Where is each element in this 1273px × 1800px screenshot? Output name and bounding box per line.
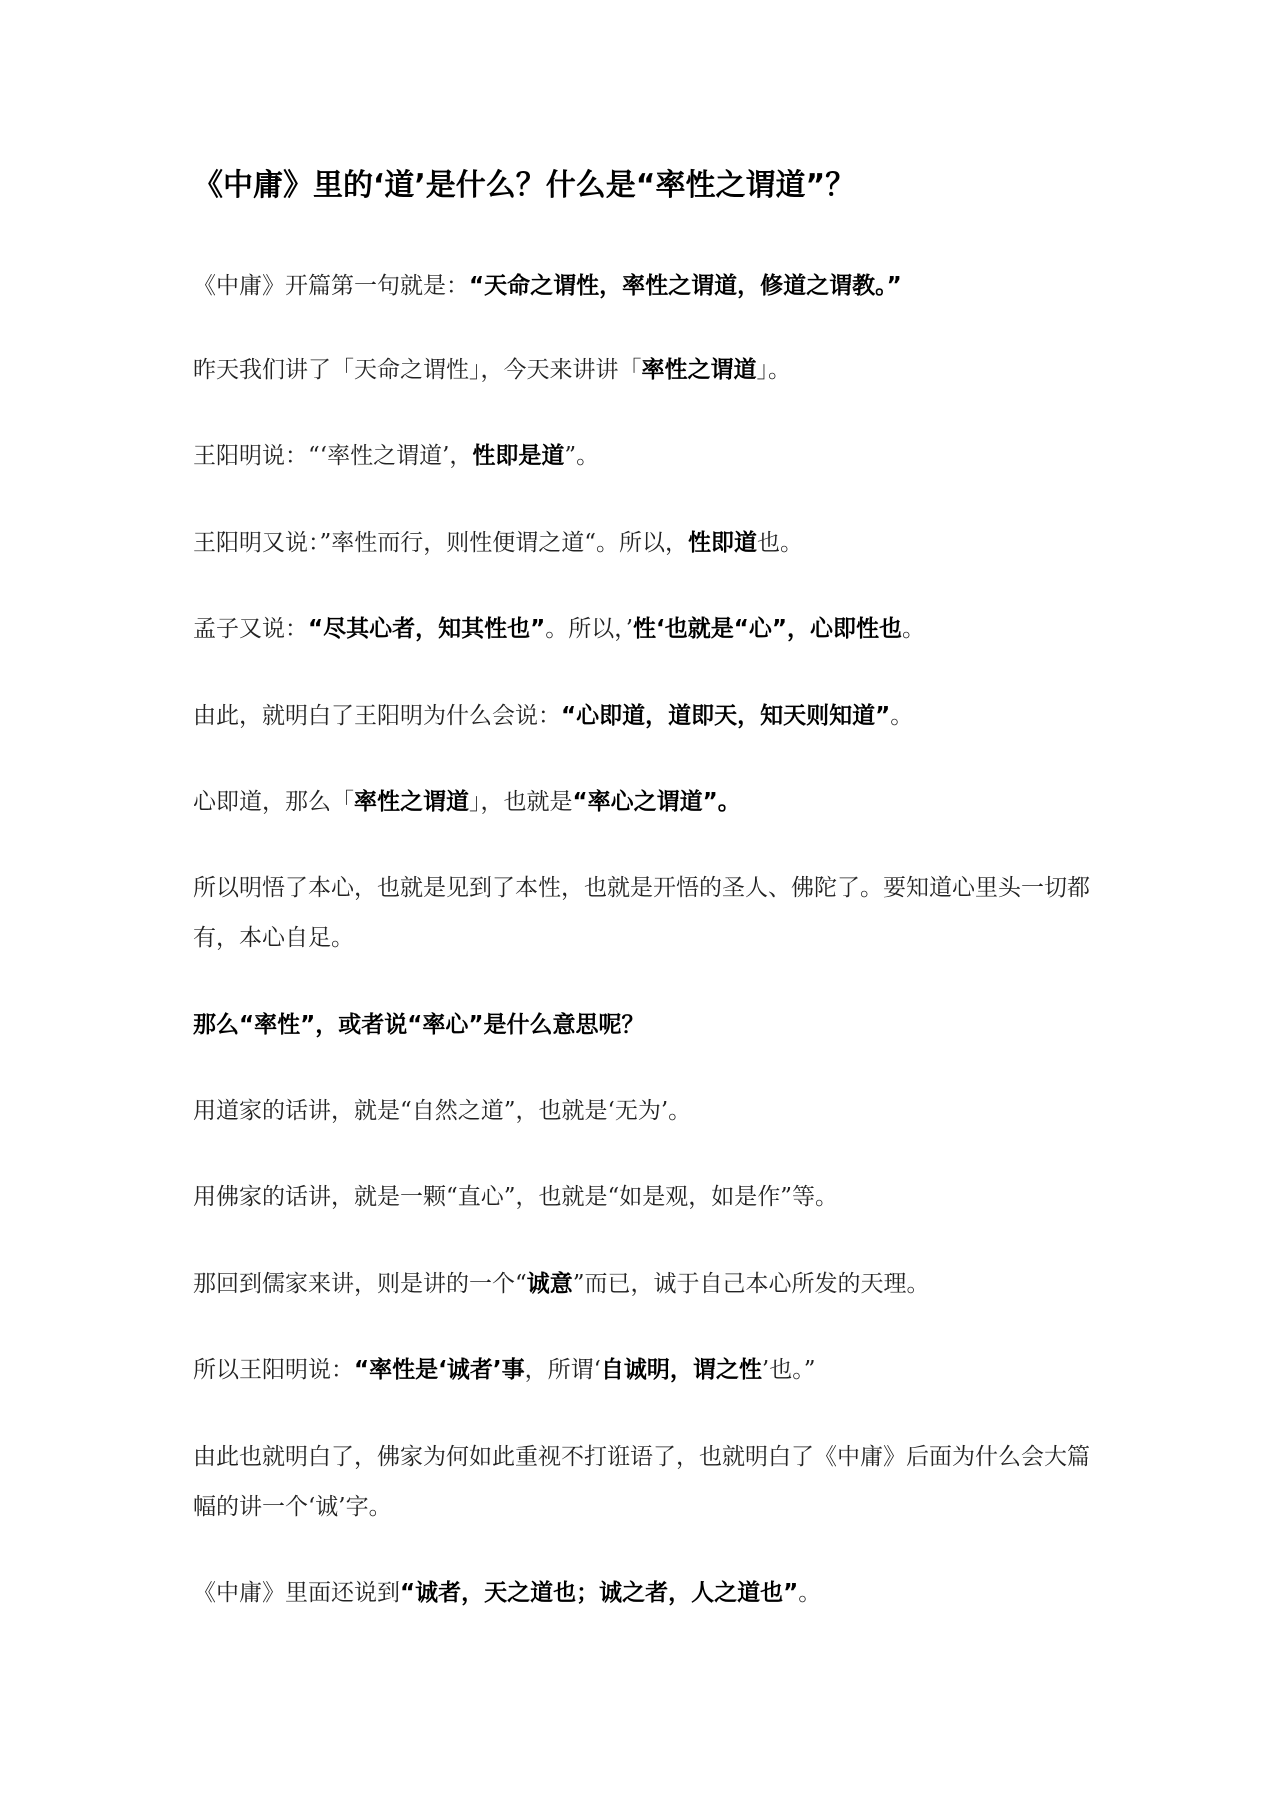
- text-segment: 。: [890, 703, 914, 729]
- text-segment: 由此也就明白了，佛家为何如此重视不打诳语了，也就明白了《中庸》后面为什么会大篇幅的讲一个‘诚’字。: [193, 1444, 1090, 1520]
- text-segment: ”。: [564, 443, 600, 469]
- text-segment: 王阳明说：“‘率性之谓道’，: [193, 443, 473, 469]
- text-segment-bold: 自诚明，谓之性: [600, 1357, 762, 1383]
- text-segment: 王阳明又说：”率性而行，则性便谓之道“。所以，: [193, 530, 689, 556]
- text-segment: 由此，就明白了王阳明为什么会说：: [193, 703, 561, 729]
- text-segment-bold: 诚意: [526, 1271, 573, 1297]
- text-segment: 」，也就是: [469, 789, 573, 815]
- text-segment: 昨天我们讲了「天命之谓性」，今天来讲讲「: [193, 357, 642, 383]
- text-segment: 用道家的话讲，就是“自然之道”，也就是‘无为’。: [193, 1098, 692, 1124]
- paragraph-5: [193, 604, 1093, 654]
- text-segment-bold: 性即是道: [472, 443, 565, 469]
- text-segment: ’也。”: [761, 1357, 816, 1383]
- paragraph-10: [193, 1086, 1093, 1136]
- text-segment: 孟子又说：: [193, 616, 308, 642]
- text-segment-bold: “天命之谓性，率性之谓道，修道之谓教。”: [469, 273, 902, 299]
- paragraph-3: [193, 431, 1093, 481]
- text-segment: 《中庸》开篇第一句就是：: [193, 273, 469, 299]
- paragraph-1: [193, 261, 1093, 311]
- text-segment-bold: “尽其心者，知其性也”: [308, 616, 546, 642]
- paragraph-12: [193, 1259, 1093, 1309]
- text-segment-bold: “诚者，天之道也；诚之者，人之道也”: [400, 1580, 799, 1606]
- question-heading: [193, 1000, 1093, 1050]
- text-segment: 心即道，那么「: [193, 789, 354, 815]
- text-segment: 」。: [756, 357, 791, 383]
- text-segment: 。: [902, 616, 926, 642]
- paragraph-6: [193, 691, 1093, 741]
- text-segment-bold: 性即道: [688, 530, 758, 556]
- text-segment-bold: “心即道，道即天，知天则知道”: [561, 703, 891, 729]
- paragraph-13: [193, 1345, 1093, 1395]
- paragraph-15: [193, 1568, 1093, 1618]
- paragraph-11: [193, 1172, 1093, 1222]
- text-segment-bold: “率心之谓道”。: [572, 789, 741, 815]
- text-segment: 也。: [757, 530, 804, 556]
- page-title: 《中庸》里的‘道’是什么？什么是“率性之谓道”？: [193, 168, 856, 203]
- text-segment: 所以王阳明说：: [193, 1357, 354, 1383]
- text-segment-bold: 率性之谓道: [354, 789, 469, 815]
- text-segment-bold: “率性是‘诚者’事: [354, 1357, 525, 1383]
- text-segment: ，所谓‘: [524, 1357, 601, 1383]
- text-segment: 用佛家的话讲，就是一颗“直心”，也就是“如是观，如是作”等。: [193, 1184, 839, 1210]
- paragraph-7: [193, 777, 1093, 827]
- text-segment: 《中庸》里面还说到: [193, 1580, 400, 1606]
- text-segment-bold: 性‘也就是“心”，心即性也: [633, 616, 903, 642]
- text-segment: 。所以，’: [545, 616, 634, 642]
- text-segment: 那回到儒家来讲，则是讲的一个“: [193, 1271, 527, 1297]
- text-segment: 。: [798, 1580, 822, 1606]
- text-segment: ”而已，诚于自己本心所发的天理。: [572, 1271, 930, 1297]
- paragraph-8: [193, 863, 1093, 963]
- text-segment-bold: 那么“率性”，或者说“率心”是什么意思呢？: [193, 1012, 645, 1038]
- text-segment-bold: 率性之谓道: [641, 357, 757, 383]
- paragraph-4: [193, 518, 1093, 568]
- text-segment: 所以明悟了本心，也就是见到了本性，也就是开悟的圣人、佛陀了。要知道心里头一切都有，本心自足。: [193, 875, 1090, 951]
- paragraph-14: [193, 1432, 1093, 1532]
- paragraph-2: [193, 345, 1093, 395]
